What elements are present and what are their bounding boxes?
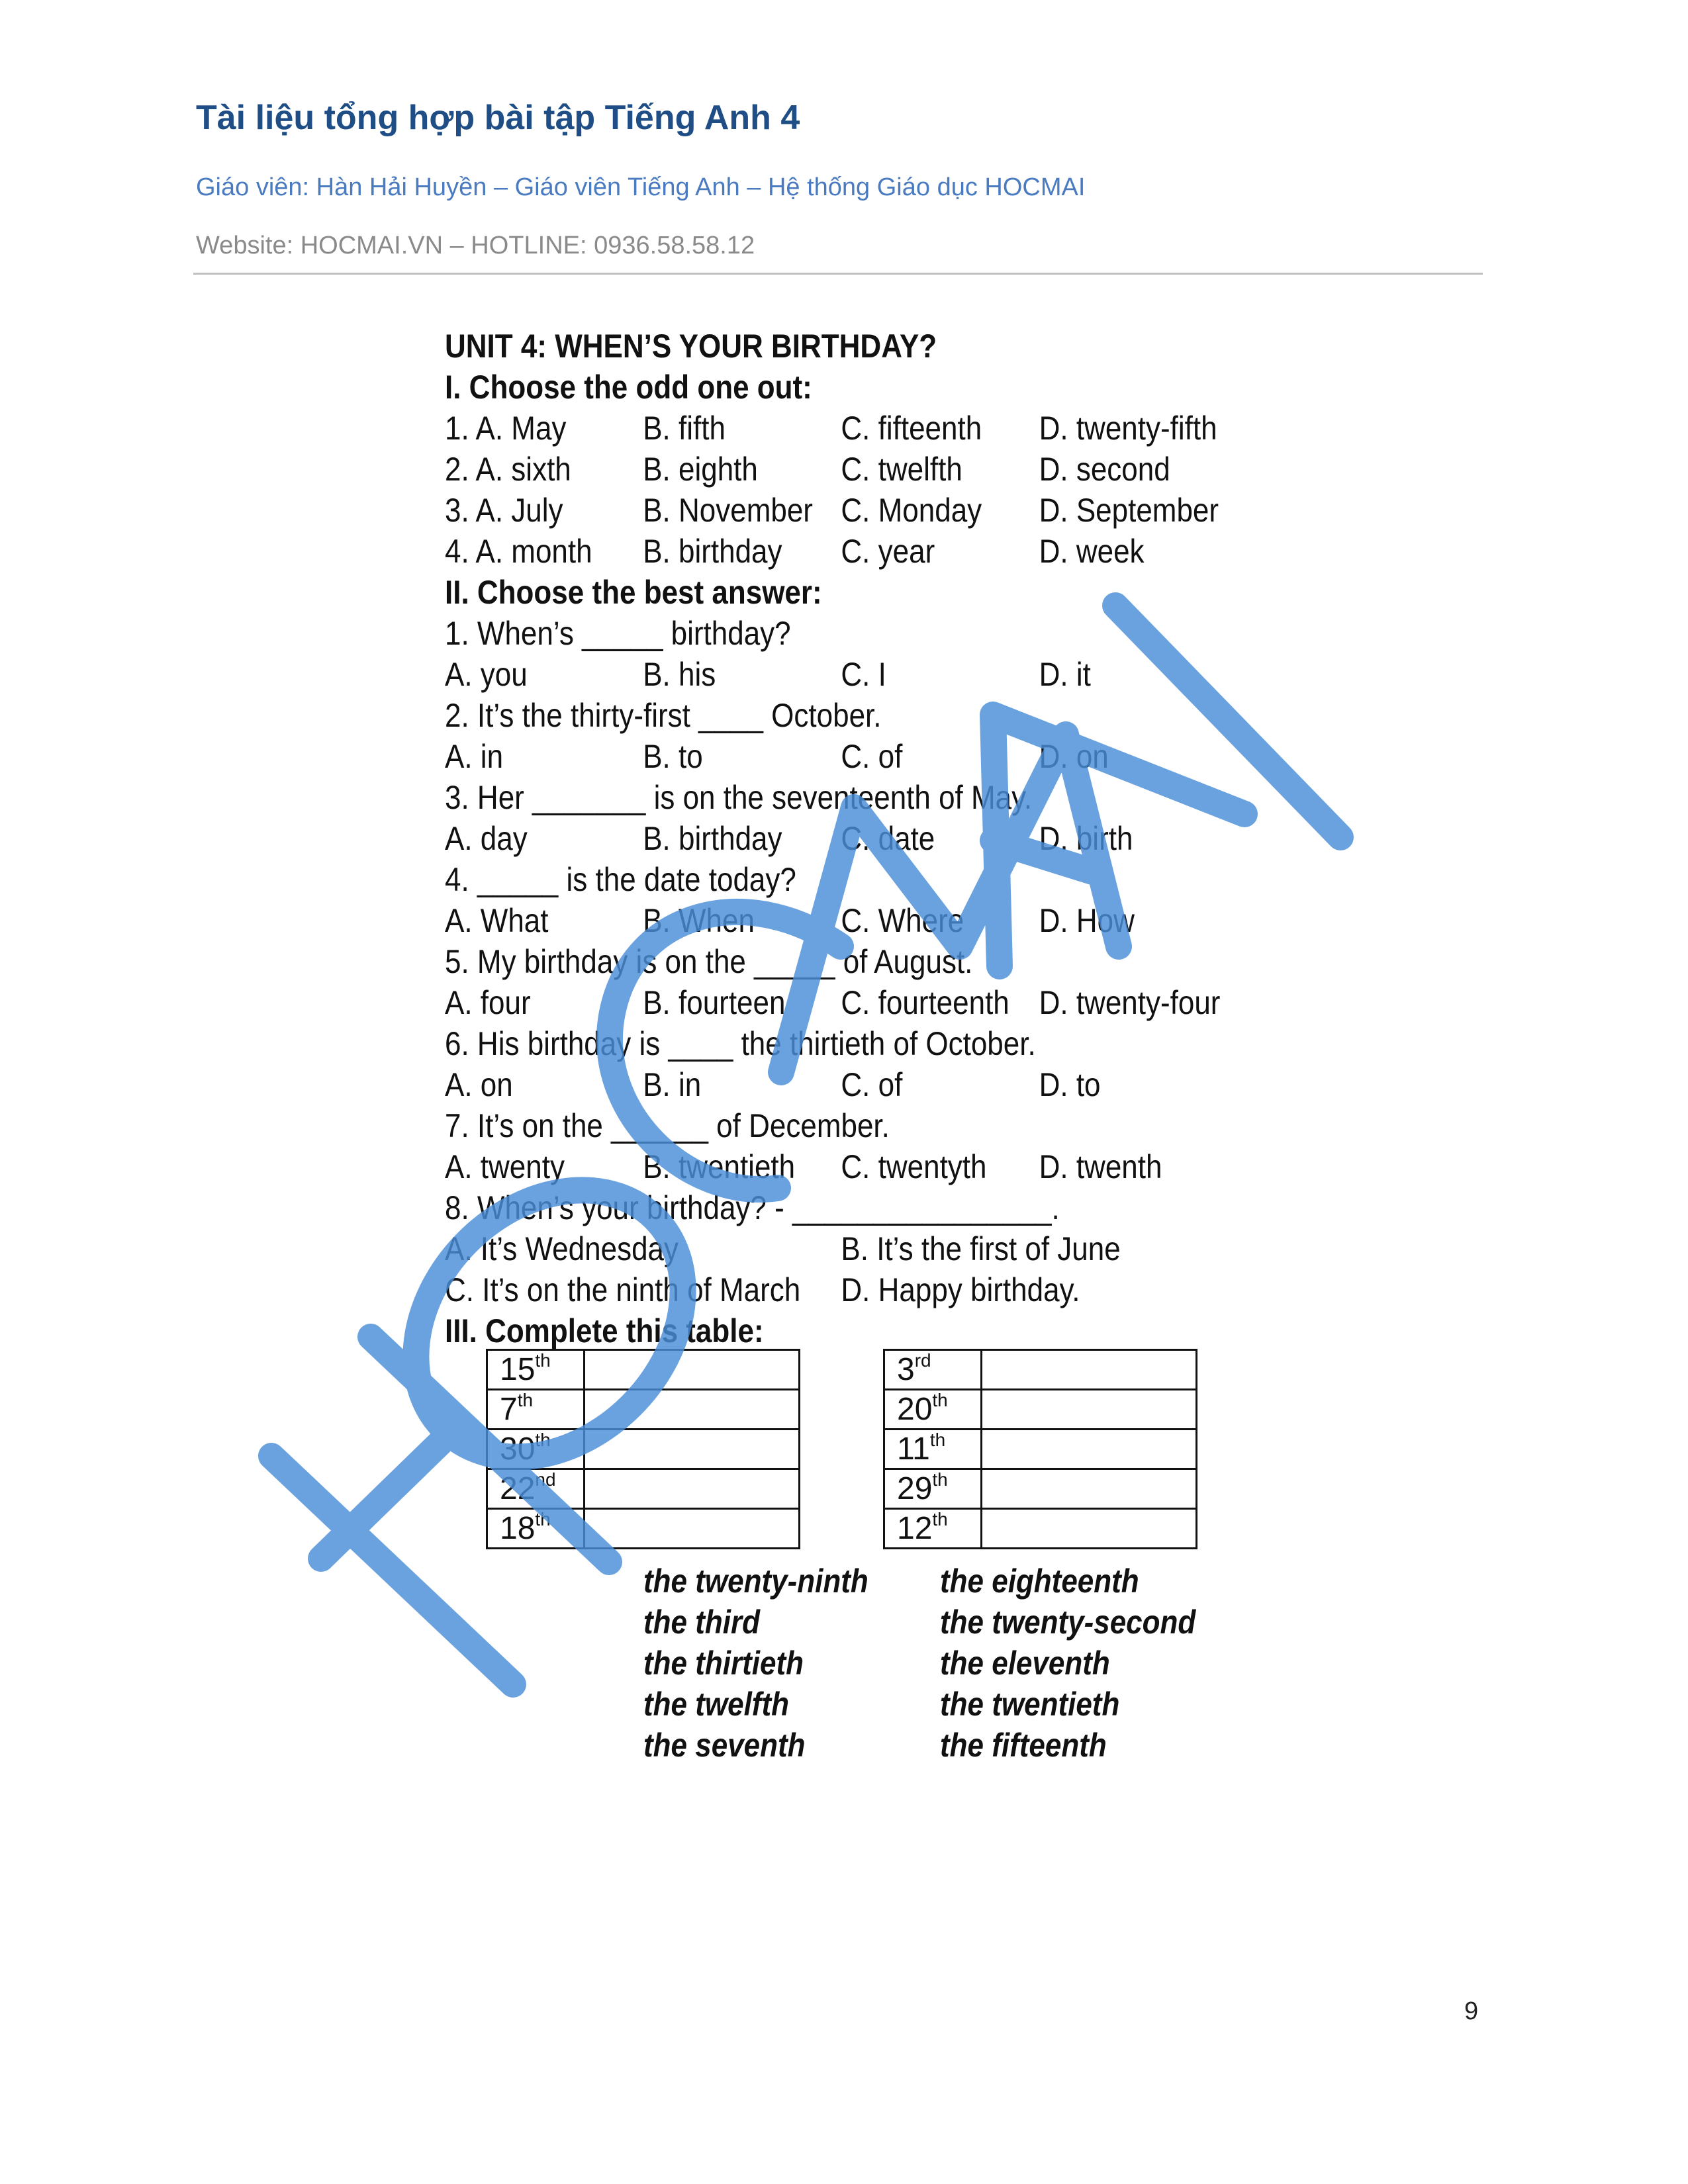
unit-title: UNIT 4: WHEN’S YOUR BIRTHDAY? <box>445 328 937 365</box>
answer-row <box>445 736 1354 777</box>
option: B. fifth <box>643 410 726 447</box>
teacher-line: Giáo viên: Hàn Hải Huyền – Giáo viên Tiếng Anh – Hệ thống Giáo dục HOCMAI <box>196 173 1086 201</box>
word-bank-item: the third <box>643 1604 760 1641</box>
question-6: 6. His birthday is ____ the thirtieth of October. <box>445 1025 1036 1062</box>
option: D. week <box>1039 533 1145 570</box>
answer-option: B. his <box>643 656 716 693</box>
answer-option: A. What <box>445 902 549 939</box>
answer-cell[interactable] <box>585 1469 800 1509</box>
answer-option: B. fourteen <box>643 984 786 1021</box>
answer-cell[interactable] <box>585 1390 800 1430</box>
option: D. second <box>1039 451 1170 488</box>
answer-option: A. day <box>445 820 528 857</box>
table-row <box>487 1469 800 1509</box>
table-row <box>487 1390 800 1430</box>
word-bank-item: the eighteenth <box>940 1563 1139 1600</box>
word-bank-item: the thirtieth <box>643 1645 804 1682</box>
ordinal-cell: 12th <box>884 1509 982 1549</box>
odd-one-row <box>445 531 1354 572</box>
section2-heading: II. Choose the best answer: <box>445 574 822 611</box>
answer-row <box>445 900 1354 941</box>
option: C. fifteenth <box>841 410 982 447</box>
answer-option: C. date <box>841 820 935 857</box>
ordinal-cell: 3rd <box>884 1350 982 1390</box>
table-row <box>487 1430 800 1469</box>
answer-cell[interactable] <box>585 1350 800 1390</box>
word-bank-item: the fifteenth <box>940 1727 1107 1764</box>
question-5: 5. My birthday is on the _____ of August. <box>445 943 973 980</box>
answer-option: A. It’s Wednesday <box>445 1230 679 1267</box>
answer-option: D. birth <box>1039 820 1133 857</box>
answer-option: D. How <box>1039 902 1135 939</box>
word-bank-item: the twentieth <box>940 1686 1120 1723</box>
table-row <box>884 1430 1197 1469</box>
answer-option: D. on <box>1039 738 1109 775</box>
table-row <box>884 1350 1197 1390</box>
word-bank-left <box>643 1561 868 1766</box>
word-bank-item: the twenty-second <box>940 1604 1196 1641</box>
question-1: 1. When’s _____ birthday? <box>445 615 791 652</box>
option: 1. A. May <box>445 410 567 447</box>
odd-one-row <box>445 408 1354 449</box>
option: 4. A. month <box>445 533 592 570</box>
answer-option: C. of <box>841 738 903 775</box>
word-bank-item: the twenty-ninth <box>643 1563 868 1600</box>
section3-heading: III. Complete this table: <box>445 1312 764 1349</box>
answer-option: A. twenty <box>445 1148 565 1185</box>
answer-cell[interactable] <box>982 1430 1197 1469</box>
question-7: 7. It’s on the ______ of December. <box>445 1107 890 1144</box>
section1-heading: I. Choose the odd one out: <box>445 369 812 406</box>
word-bank-item: the twelfth <box>643 1686 789 1723</box>
question-2: 2. It’s the thirty-first ____ October. <box>445 697 882 734</box>
option: 2. A. sixth <box>445 451 571 488</box>
page-number: 9 <box>1464 1997 1479 2025</box>
answer-cell[interactable] <box>982 1469 1197 1509</box>
option: B. eighth <box>643 451 758 488</box>
website-line: Website: HOCMAI.VN – HOTLINE: 0936.58.58.12 <box>196 232 755 259</box>
option: B. birthday <box>643 533 782 570</box>
header-divider <box>193 273 1483 275</box>
answer-option: A. in <box>445 738 504 775</box>
odd-one-row <box>445 449 1354 490</box>
option: D. September <box>1039 492 1219 529</box>
answer-option: D. twenty-four <box>1039 984 1221 1021</box>
option: B. November <box>643 492 813 529</box>
answer-option: C. fourteenth <box>841 984 1009 1021</box>
word-bank-right <box>940 1561 1196 1766</box>
option: D. twenty-fifth <box>1039 410 1217 447</box>
answer-option: C. I <box>841 656 886 693</box>
answer-option: B. to <box>643 738 703 775</box>
table-row <box>884 1390 1197 1430</box>
ordinal-table-left <box>486 1349 800 1549</box>
answer-row <box>445 982 1354 1023</box>
answer-option: D. twenth <box>1039 1148 1162 1185</box>
ordinal-table-right <box>883 1349 1197 1549</box>
question-8: 8. When’s your birthday? - ________________. <box>445 1189 1060 1226</box>
answer-option: C. It’s on the ninth of March <box>445 1271 801 1308</box>
ordinal-cell: 30th <box>487 1430 585 1469</box>
option: C. twelfth <box>841 451 962 488</box>
answer-option: D. to <box>1039 1066 1101 1103</box>
answer-cell[interactable] <box>982 1390 1197 1430</box>
option: C. Monday <box>841 492 982 529</box>
answer-cell[interactable] <box>982 1509 1197 1549</box>
exercise-content <box>445 326 1354 1351</box>
answer-option: B. When <box>643 902 755 939</box>
ordinal-cell: 11th <box>884 1430 982 1469</box>
ordinal-cell: 15th <box>487 1350 585 1390</box>
question-4: 4. _____ is the date today? <box>445 861 796 898</box>
table-row <box>487 1509 800 1549</box>
answer-option: D. it <box>1039 656 1091 693</box>
answer-row <box>445 1146 1354 1187</box>
ordinal-cell: 7th <box>487 1390 585 1430</box>
answer-option: C. Where <box>841 902 964 939</box>
answer-option: B. in <box>643 1066 702 1103</box>
answer-row <box>445 654 1354 695</box>
option: C. year <box>841 533 935 570</box>
answer-row <box>445 818 1354 859</box>
answer-row <box>445 1269 1354 1310</box>
table-row <box>884 1469 1197 1509</box>
answer-option: A. four <box>445 984 531 1021</box>
answer-option: C. twentyth <box>841 1148 987 1185</box>
answer-row <box>445 1064 1354 1105</box>
answer-option: A. on <box>445 1066 513 1103</box>
answer-option: C. of <box>841 1066 903 1103</box>
word-bank-item: the seventh <box>643 1727 806 1764</box>
answer-cell[interactable] <box>585 1509 800 1549</box>
option: 3. A. July <box>445 492 563 529</box>
question-3: 3. Her _______ is on the seventeenth of May. <box>445 779 1033 816</box>
answer-row <box>445 1228 1354 1269</box>
odd-one-row <box>445 490 1354 531</box>
word-bank-item: the eleventh <box>940 1645 1110 1682</box>
document-title: Tài liệu tổng hợp bài tập Tiếng Anh 4 <box>196 99 800 137</box>
answer-option: D. Happy birthday. <box>841 1271 1080 1308</box>
ordinal-cell: 29th <box>884 1469 982 1509</box>
answer-option: B. It’s the first of June <box>841 1230 1121 1267</box>
table-row <box>884 1509 1197 1549</box>
answer-cell[interactable] <box>585 1430 800 1469</box>
answer-option: A. you <box>445 656 528 693</box>
ordinal-cell: 18th <box>487 1509 585 1549</box>
answer-option: B. birthday <box>643 820 782 857</box>
ordinal-cell: 22nd <box>487 1469 585 1509</box>
answer-cell[interactable] <box>982 1350 1197 1390</box>
ordinal-cell: 20th <box>884 1390 982 1430</box>
answer-option: B. twentieth <box>643 1148 796 1185</box>
table-row <box>487 1350 800 1390</box>
